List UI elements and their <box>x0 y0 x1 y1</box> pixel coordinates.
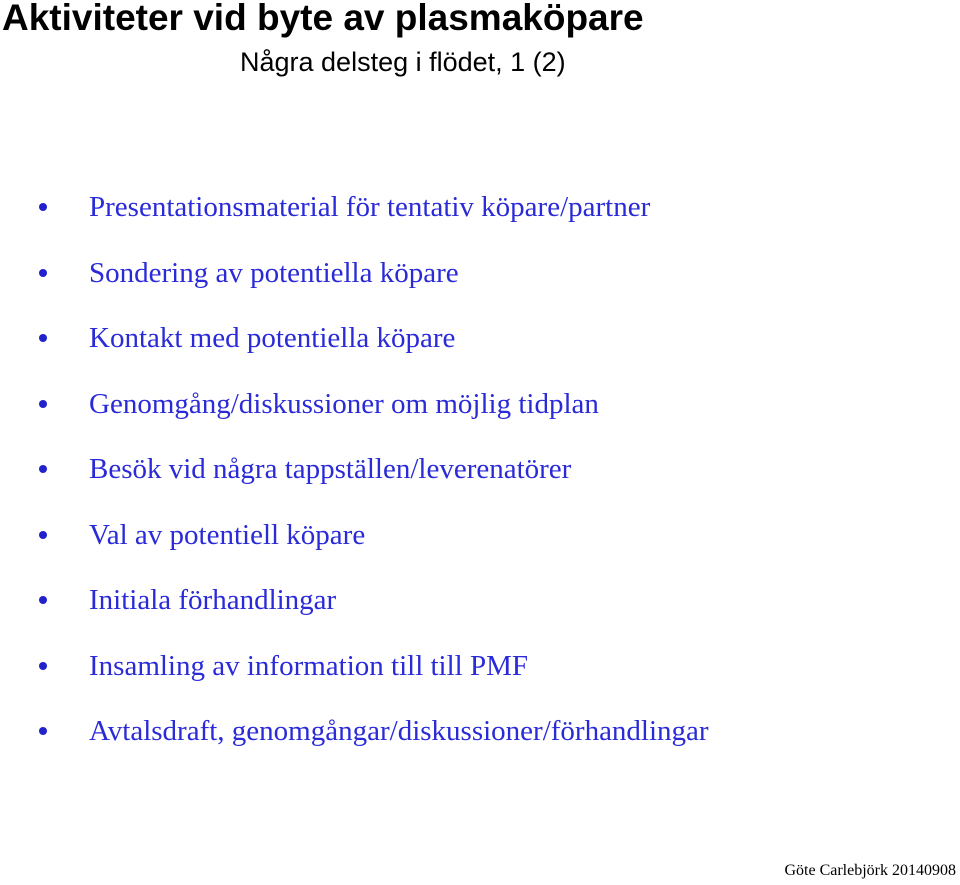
bullet-dot-icon <box>39 531 47 539</box>
bullet-dot-icon <box>39 596 47 604</box>
bullet-text: Avtalsdraft, genomgångar/diskussioner/förhandlingar <box>89 715 709 747</box>
bullet-dot-icon <box>39 662 47 670</box>
bullet-text: Val av potentiell köpare <box>89 518 366 551</box>
footer-author-date: Göte Carlebjörk 20140908 <box>784 862 956 879</box>
bullet-dot-icon <box>39 203 47 211</box>
bullet-text: Insamling av information till till PMF <box>89 649 529 682</box>
bullet-text: Presentationsmaterial för tentativ köpare/partner <box>89 191 651 223</box>
bullet-text: Besök vid några tappställen/leverenatörer <box>89 453 572 485</box>
slide-subtitle: Några delsteg i flödet, 1 (2) <box>240 47 566 77</box>
slide-title: Aktiviteter vid byte av plasmaköpare <box>2 0 644 38</box>
bullet-text: Kontakt med potentiella köpare <box>89 322 456 354</box>
bullet-text: Initiala förhandlingar <box>89 584 337 616</box>
bullet-dot-icon <box>39 334 47 342</box>
bullet-text: Sondering av potentiella köpare <box>89 256 459 289</box>
bullet-dot-icon <box>39 465 47 473</box>
bullet-dot-icon <box>39 727 47 735</box>
bullet-dot-icon <box>39 269 47 277</box>
bullet-dot-icon <box>39 400 47 408</box>
bullet-text: Genomgång/diskussioner om möjlig tidplan <box>89 387 599 420</box>
